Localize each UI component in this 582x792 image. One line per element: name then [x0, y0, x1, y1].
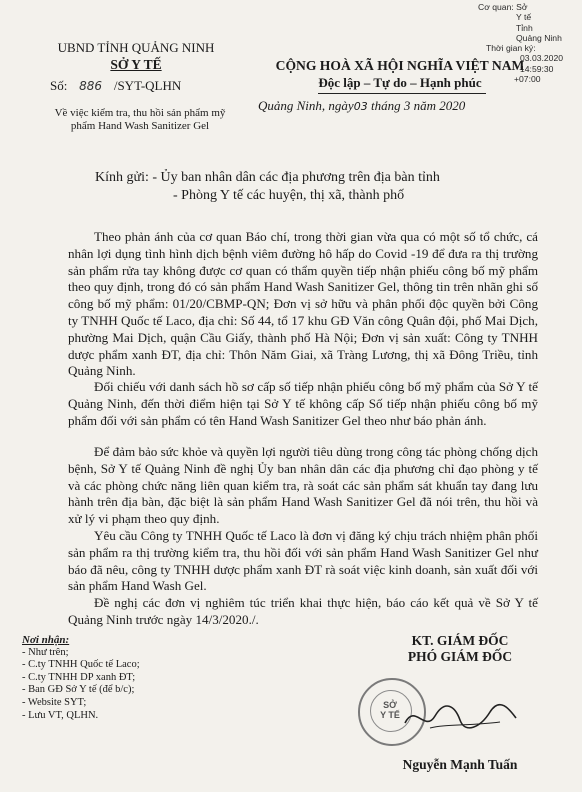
stamp-line: 03.03.2020 [520, 53, 564, 64]
paragraph-5: Đề nghị các đơn vị nghiêm túc triển khai thực hiện, báo cáo kết quả về Sở Y tế Quảng Ninh trước ngày 14/3/2020./. [68, 595, 538, 627]
distribution-item: - Như trên; [22, 646, 69, 658]
number-suffix: /SYT-QLHN [113, 78, 182, 93]
document-subject: Về việc kiểm tra, thu hồi sản phẩm mỹ phẩm Hand Wash Sanitizer Gel [54, 107, 226, 132]
stamp-line: Y tế [516, 12, 532, 23]
stamp-line: Tỉnh [516, 22, 533, 33]
number-handwritten: 886 [79, 79, 103, 93]
nation-title: CỘNG HOÀ XÃ HỘI NGHĨA VIỆT NAM [275, 58, 525, 73]
stamp-line: Quảng Ninh [516, 32, 562, 43]
seal-text-line: Y TẾ [380, 710, 400, 720]
distribution-item: - Lưu VT, QLHN. [22, 709, 99, 721]
national-header [250, 58, 550, 91]
paragraph-3: Để đảm bảo sức khỏe và quyền lợi người tiêu dùng trong công tác phòng chống dịch bệnh, Sở Y tế Quảng Ninh đề nghị Ủy ban nhân dân các địa phương chỉ đạo phòng y tế và các phòng chức năng liên quan kiểm tra, rà soát các sản phẩm sát khuẩn tay đang lưu hành trên địa bàn, đặc biệt là sản phẩm Hand Wash Sanitizer Gel đã nói trên, thu hồi và xử lý vi phạm theo quy định. [68, 444, 538, 527]
stamp-line: Cơ quan: Sở [478, 2, 528, 12]
body-paragraph [68, 444, 538, 528]
distribution-item: - C.ty TNHH Quốc tế Laco; [22, 659, 140, 671]
distribution-item: - Website SYT; [22, 696, 87, 708]
signer-role: PHÓ GIÁM ĐỐC [407, 649, 513, 664]
signer-name: Nguyễn Mạnh Tuấn [402, 757, 518, 772]
recipient-item: - Ủy ban nhân dân các địa phương trên địa bàn tỉnh [152, 170, 440, 185]
document-number [50, 78, 181, 94]
distribution-item: - Ban GĐ Sở Y tế (để b/c); [22, 684, 135, 696]
place-date [258, 98, 568, 114]
body-paragraph [68, 379, 538, 429]
recipients-label: Kính gửi: [95, 170, 149, 185]
stamp-line: 14:59:30 [520, 63, 554, 74]
stamp-line: Thời gian ký: [486, 43, 536, 54]
body-paragraph [68, 528, 538, 595]
distribution-title: Nơi nhận: [22, 634, 70, 646]
body-paragraph [68, 595, 538, 629]
nation-motto: Độc lập – Tự do – Hạnh phúc [318, 75, 482, 90]
handwritten-signature [400, 698, 520, 738]
stamp-line: +07:00 [514, 74, 541, 85]
distribution-list [22, 634, 182, 722]
seal-text-line: SỞ [383, 700, 397, 710]
recipient-item: - Phòng Y tế các huyện, thị xã, thành phố [173, 188, 405, 203]
issuing-authority [36, 40, 236, 73]
place-suffix: tháng 3 năm 2020 [367, 98, 466, 113]
department-name: SỞ Y TẾ [110, 57, 162, 72]
paragraph-4: Yêu cầu Công ty TNHH Quốc tế Laco là đơn vị đăng ký chịu trách nhiệm phân phối sản phẩm ra thị trường kiểm tra, thu hồi đối với sản phẩm Hand Wash Sanitizer Gel như báo đã nêu, công ty TNHH dược phẩm xanh ĐT rà soát việc kinh doanh, sản xuất đối với sản phẩm Hand Wash Gel. [68, 528, 538, 594]
body-paragraph [68, 229, 538, 380]
province-committee: UBND TỈNH QUẢNG NINH [57, 40, 215, 55]
signer-title: KT. GIÁM ĐỐC [411, 633, 509, 648]
place-prefix: Quảng Ninh, ngày [258, 98, 354, 113]
motto-underline [318, 93, 486, 94]
recipients [95, 169, 440, 205]
number-prefix: Số: [50, 78, 68, 93]
paragraph-2: Đối chiếu với danh sách hồ sơ cấp số tiếp nhận phiếu công bố mỹ phẩm của Sở Y tế Quảng Ninh, đến thời điểm hiện tại Sở Y tế không cấp Số tiếp nhận phiếu công bố mỹ phẩm đối với sản phẩm có tên Hand Wash Sanitizer Gel theo như báo phản ánh. [68, 379, 538, 428]
paragraph-1: Theo phản ánh của cơ quan Báo chí, trong thời gian vừa qua có một số tổ chức, cá nhân lợi dụng tình hình dịch bệnh viêm đường hô hấp do Covid -19 để đưa ra thị trường sản phẩm rửa tay không được cơ quan có thẩm quyền tiếp nhận phiếu công bố mỹ phẩm theo quy định, trong đó có sản phẩm Hand Wash Sanitizer Gel, thông tin trên nhãn ghi số công bố mỹ phẩm: 01/20/CBMP-QN; Đơn vị sở hữu và phân phối độc quyền bởi Công ty TNHH Quốc tế Laco, địa chỉ: Số 44, tổ 17 khu GĐ Văn công Quân đội, phố Mai Dịch, phường Mai Dịch, quận Cầu Giấy, thành phố Hà Nội; Đơn vị sản xuất: Công ty TNHH dược phẩm xanh ĐT, địa chỉ: Thôn Năm Giai, xã Tràng Lương, thị xã Đông Triều, tỉnh Quảng Ninh. [68, 229, 538, 379]
date-day-handwritten: 03 [353, 100, 368, 113]
distribution-item: - C.ty TNHH DP xanh ĐT; [22, 671, 136, 683]
